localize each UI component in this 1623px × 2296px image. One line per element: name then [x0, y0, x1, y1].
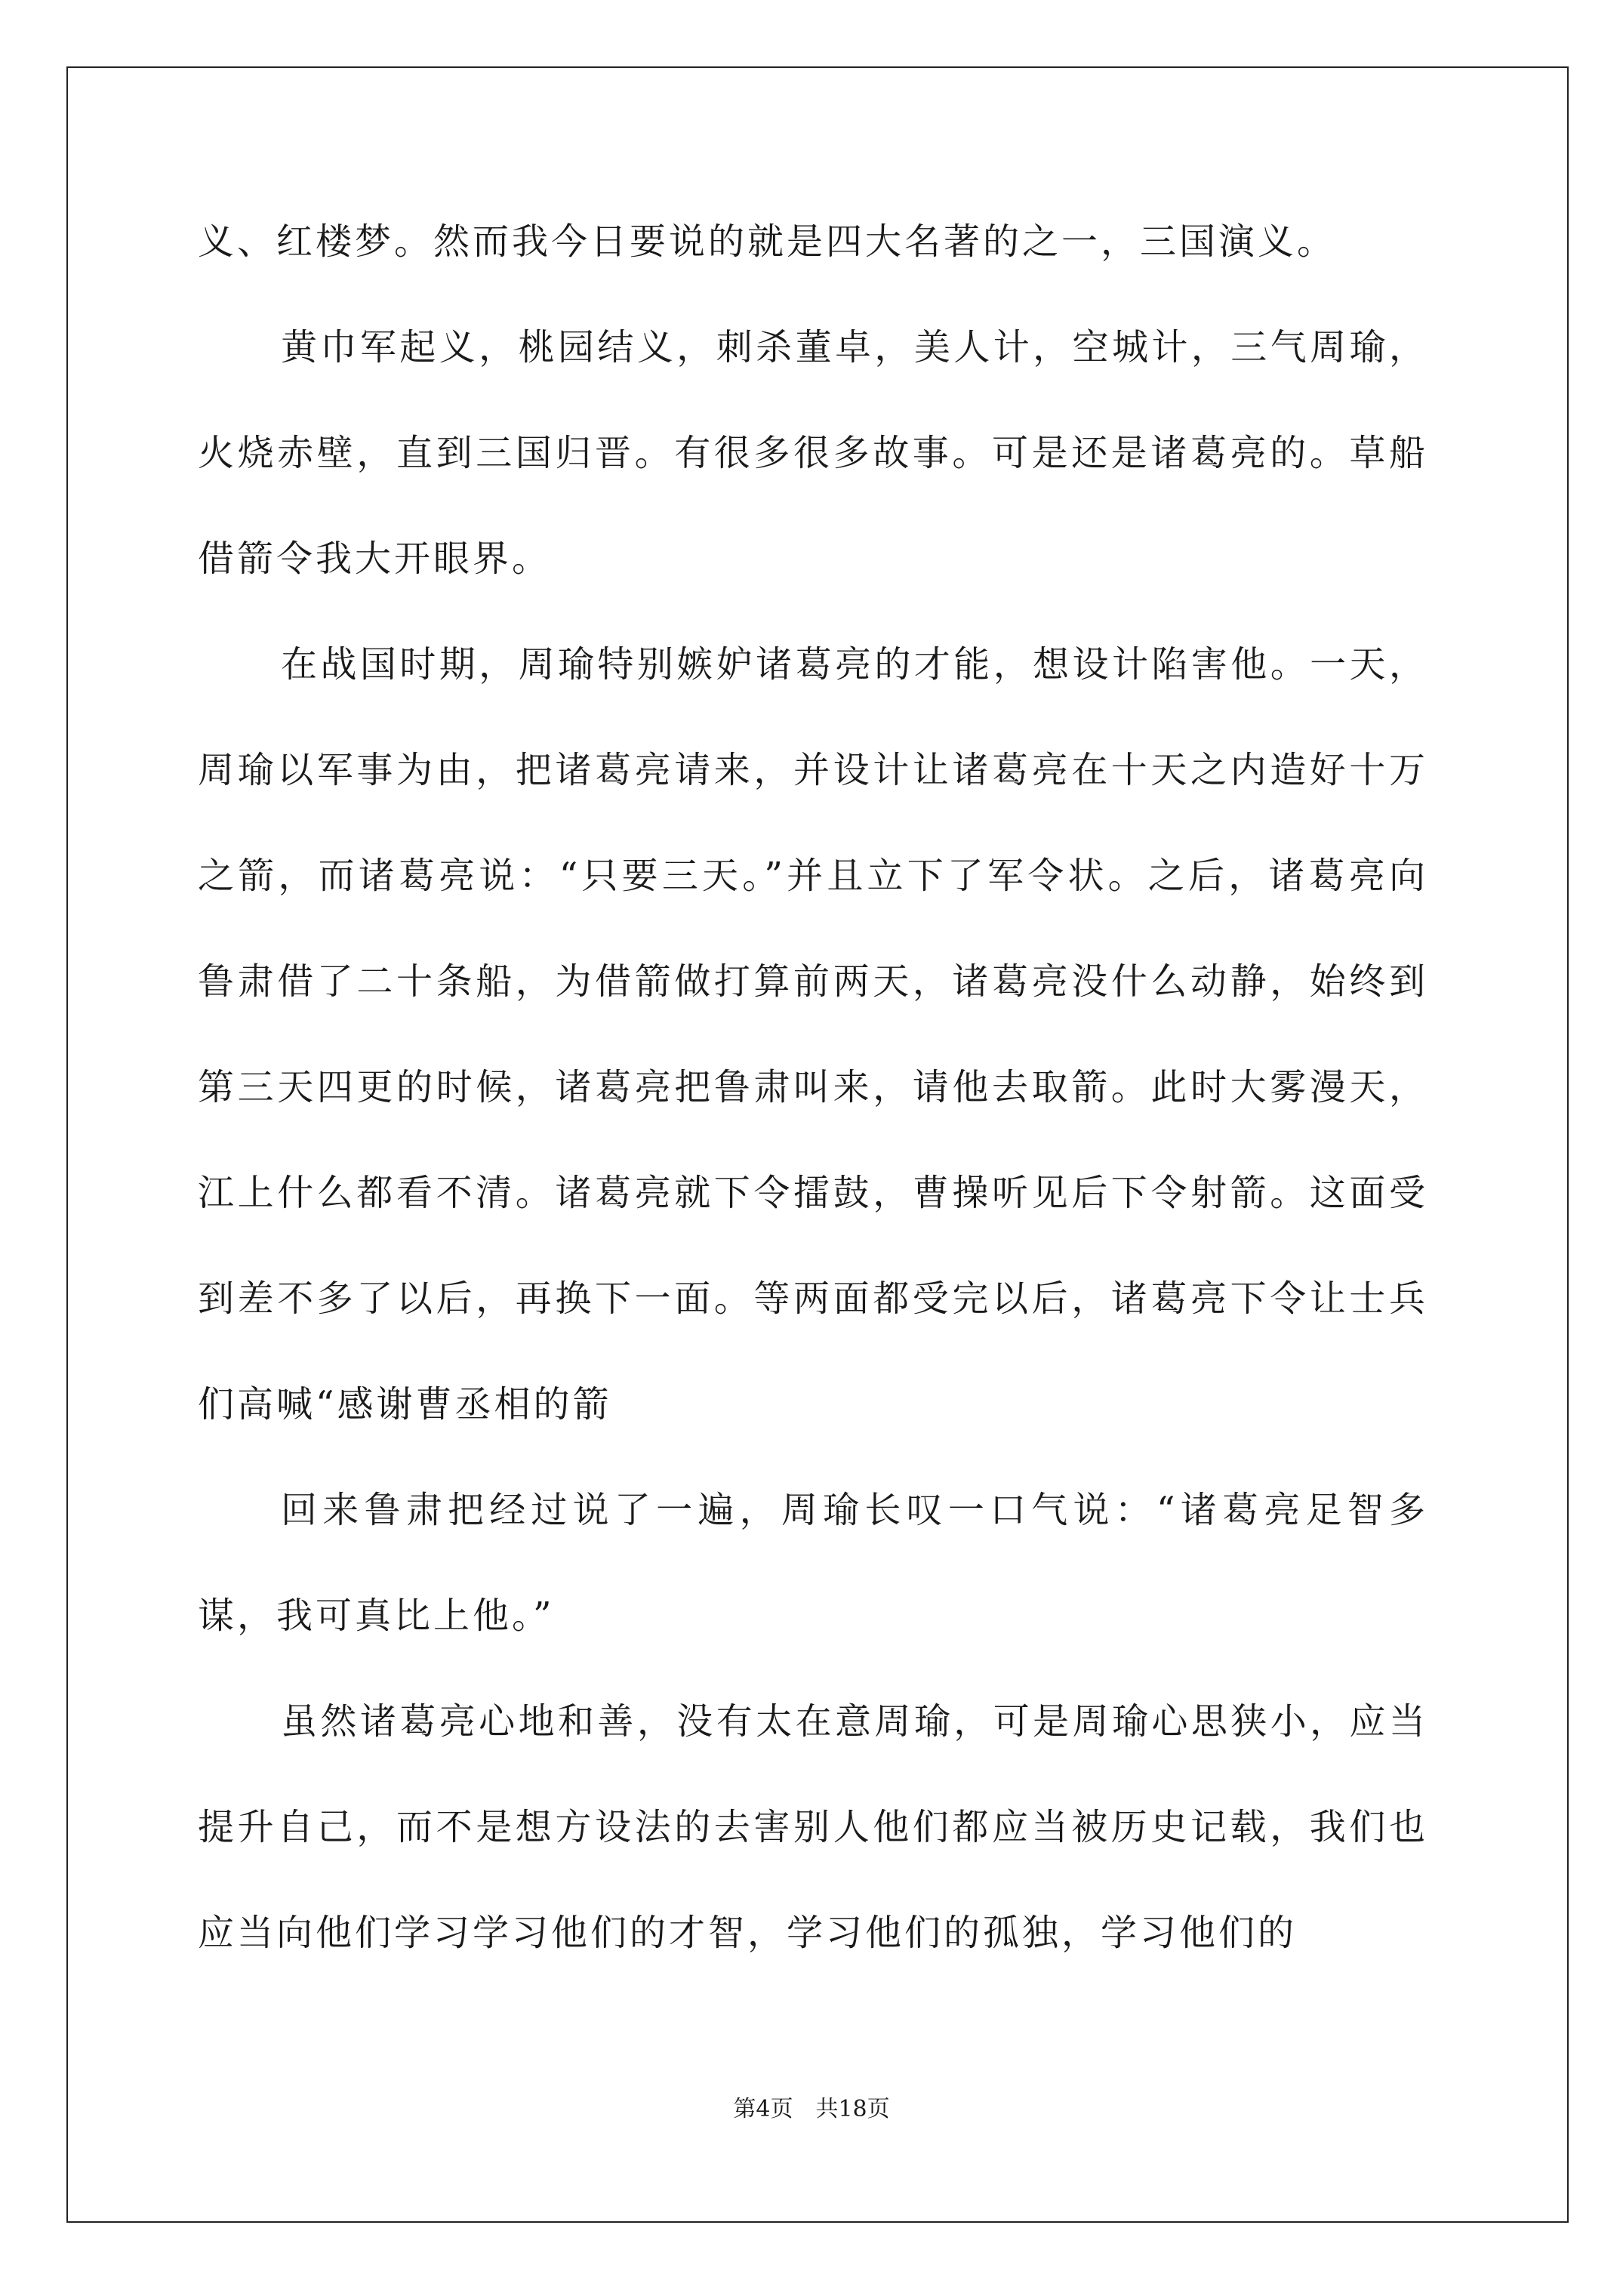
page-number-footer: 第4页 共18页	[733, 2096, 890, 2122]
paragraph: 在战国时期，周瑜特别嫉妒诸葛亮的才能，想设计陷害他。一天，周瑜以军事为由，把诸葛亮请来，并设计让诸葛亮在十天之内造好十万之箭，而诸葛亮说：“只要三天。”并且立下了军令状。之后，诸葛亮向鲁肃借了二十条船，为借箭做打算前两天，诸葛亮没什么动静，始终到第三天四更的时候，诸葛亮把鲁肃叫来，请他去取箭。此时大雾漫天，江上什么都看不清。诸葛亮就下令擂鼓，曹操听见后下令射箭。这面受到差不多了以后，再换下一面。等两面都受完以后，诸葛亮下令让士兵们高喊“感谢曹丞相的箭	[198, 643, 1428, 1425]
paragraph-continuation: 义、红楼梦。然而我今日要说的就是四大名著的之一，三国演义。	[198, 220, 1337, 263]
paragraph: 虽然诸葛亮心地和善，没有太在意周瑜，可是周瑜心思狭小，应当提升自己，而不是想方设法的去害别人他们都应当被历史记载，我们也应当向他们学习学习他们的才智，学习他们的孤独，学习他们的	[198, 1700, 1428, 1954]
document-body	[198, 189, 1428, 1986]
paragraph: 黄巾军起义，桃园结义，刺杀董卓，美人计，空城计，三气周瑜，火烧赤壁，直到三国归晋。有很多很多故事。可是还是诸葛亮的。草船借箭令我大开眼界。	[198, 326, 1428, 580]
paragraph: 回来鲁肃把经过说了一遍，周瑜长叹一口气说：“诸葛亮足智多谋，我可真比上他。”	[198, 1489, 1428, 1637]
